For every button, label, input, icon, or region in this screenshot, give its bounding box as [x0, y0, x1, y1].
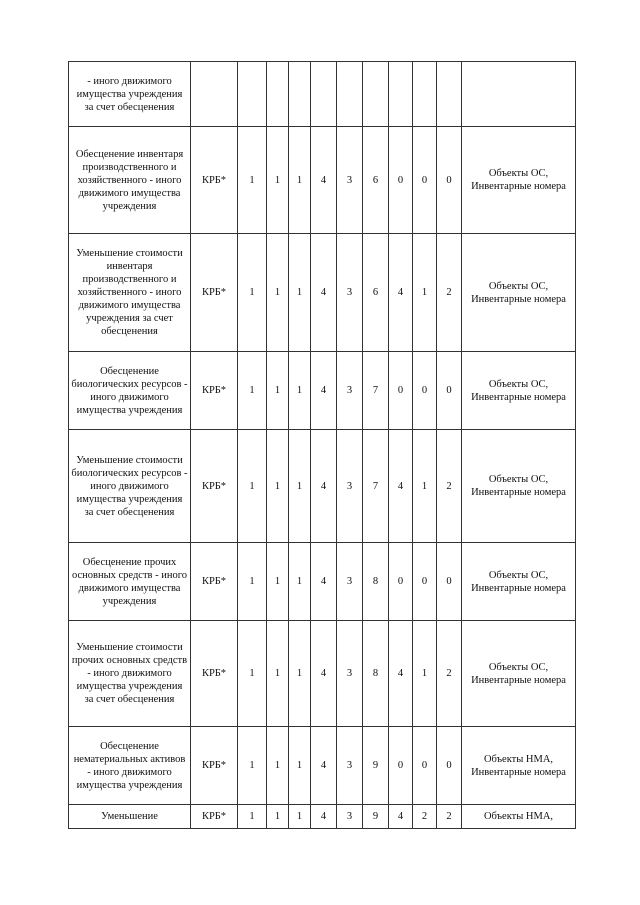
analytics-cell: Объекты НМА, Инвентарные номера [462, 727, 576, 805]
account-digit-cell: 0 [389, 727, 413, 805]
account-digit-cell: 4 [389, 430, 413, 543]
account-digit-cell: 1 [267, 127, 289, 234]
account-digit-cell: 4 [311, 352, 337, 430]
account-digit-cell: 0 [437, 352, 462, 430]
account-digit-cell: 1 [238, 127, 267, 234]
account-digit-cell: 0 [437, 543, 462, 621]
table-row [69, 805, 576, 829]
account-digit-cell: 2 [437, 621, 462, 727]
analytics-cell: Объекты ОС, Инвентарные номера [462, 352, 576, 430]
account-digit-cell: 1 [289, 621, 311, 727]
account-digit-cell: 6 [363, 127, 389, 234]
account-name-cell: - иного движимого имущества учреждения за счет обесценения [69, 62, 191, 127]
account-digit-cell: 3 [337, 805, 363, 829]
table-row [69, 430, 576, 543]
account-digit-cell: 1 [289, 430, 311, 543]
account-digit-cell: 3 [337, 543, 363, 621]
account-digit-cell [289, 62, 311, 127]
account-name-cell: Уменьшение стоимости биологических ресурсов - иного движимого имущества учреждения за счет обесценения [69, 430, 191, 543]
code-cell [191, 62, 238, 127]
account-digit-cell: 1 [413, 234, 437, 352]
analytics-cell: Объекты ОС, Инвентарные номера [462, 543, 576, 621]
account-digit-cell [311, 62, 337, 127]
account-digit-cell: 1 [289, 352, 311, 430]
account-digit-cell: 1 [238, 234, 267, 352]
table-row [69, 62, 576, 127]
analytics-cell [462, 62, 576, 127]
account-digit-cell [437, 62, 462, 127]
table-row [69, 234, 576, 352]
account-digit-cell: 1 [413, 430, 437, 543]
code-cell: КРБ* [191, 352, 238, 430]
account-digit-cell: 0 [413, 727, 437, 805]
code-cell: КРБ* [191, 234, 238, 352]
table-row [69, 127, 576, 234]
analytics-cell: Объекты ОС, Инвентарные номера [462, 430, 576, 543]
table-row [69, 543, 576, 621]
account-digit-cell: 8 [363, 621, 389, 727]
account-digit-cell: 6 [363, 234, 389, 352]
code-cell: КРБ* [191, 127, 238, 234]
accounts-table [68, 61, 576, 829]
account-digit-cell: 1 [289, 234, 311, 352]
account-digit-cell: 1 [238, 543, 267, 621]
account-digit-cell: 2 [437, 430, 462, 543]
account-digit-cell: 1 [267, 727, 289, 805]
account-digit-cell: 1 [238, 727, 267, 805]
account-digit-cell: 4 [311, 621, 337, 727]
account-digit-cell: 4 [311, 127, 337, 234]
account-digit-cell: 0 [389, 543, 413, 621]
account-digit-cell: 9 [363, 805, 389, 829]
code-cell: КРБ* [191, 430, 238, 543]
account-digit-cell: 3 [337, 127, 363, 234]
analytics-cell: Объекты НМА, [462, 805, 576, 829]
account-digit-cell: 4 [389, 621, 413, 727]
account-digit-cell [267, 62, 289, 127]
account-digit-cell: 0 [413, 352, 437, 430]
account-digit-cell: 4 [311, 430, 337, 543]
account-digit-cell: 4 [311, 805, 337, 829]
account-digit-cell: 7 [363, 352, 389, 430]
account-name-cell: Уменьшение [69, 805, 191, 829]
account-digit-cell: 1 [289, 543, 311, 621]
account-digit-cell: 1 [267, 543, 289, 621]
account-digit-cell: 1 [289, 727, 311, 805]
account-digit-cell [389, 62, 413, 127]
account-digit-cell: 2 [437, 805, 462, 829]
account-name-cell: Обесценение биологических ресурсов - иного движимого имущества учреждения [69, 352, 191, 430]
account-digit-cell: 1 [238, 352, 267, 430]
account-digit-cell: 0 [413, 543, 437, 621]
account-digit-cell [363, 62, 389, 127]
table-row [69, 727, 576, 805]
analytics-cell: Объекты ОС, Инвентарные номера [462, 127, 576, 234]
account-digit-cell: 1 [267, 621, 289, 727]
account-digit-cell: 0 [437, 727, 462, 805]
analytics-cell: Объекты ОС, Инвентарные номера [462, 234, 576, 352]
account-digit-cell: 4 [311, 543, 337, 621]
account-name-cell: Обесценение нематериальных активов - иного движимого имущества учреждения [69, 727, 191, 805]
account-digit-cell: 1 [267, 234, 289, 352]
account-digit-cell: 1 [289, 127, 311, 234]
account-digit-cell: 1 [238, 621, 267, 727]
account-digit-cell: 3 [337, 727, 363, 805]
account-name-cell: Обесценение инвентаря производственного и хозяйственного - иного движимого имущества учреждения [69, 127, 191, 234]
account-name-cell: Обесценение прочих основных средств - иного движимого имущества учреждения [69, 543, 191, 621]
account-digit-cell: 3 [337, 430, 363, 543]
account-digit-cell: 9 [363, 727, 389, 805]
account-digit-cell: 4 [311, 234, 337, 352]
table-body [69, 62, 576, 829]
account-digit-cell: 2 [413, 805, 437, 829]
account-digit-cell: 1 [238, 805, 267, 829]
code-cell: КРБ* [191, 727, 238, 805]
account-digit-cell: 3 [337, 234, 363, 352]
account-digit-cell: 0 [389, 127, 413, 234]
account-digit-cell: 4 [389, 805, 413, 829]
account-digit-cell: 1 [267, 352, 289, 430]
account-name-cell: Уменьшение стоимости прочих основных средств - иного движимого имущества учреждения за счет обесценения [69, 621, 191, 727]
account-digit-cell: 3 [337, 352, 363, 430]
code-cell: КРБ* [191, 805, 238, 829]
analytics-cell: Объекты ОС, Инвентарные номера [462, 621, 576, 727]
account-digit-cell [238, 62, 267, 127]
code-cell: КРБ* [191, 621, 238, 727]
account-digit-cell: 2 [437, 234, 462, 352]
code-cell: КРБ* [191, 543, 238, 621]
account-digit-cell: 1 [238, 430, 267, 543]
account-digit-cell: 3 [337, 621, 363, 727]
account-digit-cell [413, 62, 437, 127]
account-digit-cell: 4 [389, 234, 413, 352]
account-digit-cell: 0 [389, 352, 413, 430]
account-digit-cell: 4 [311, 727, 337, 805]
account-digit-cell: 1 [289, 805, 311, 829]
account-digit-cell: 0 [413, 127, 437, 234]
account-digit-cell: 1 [267, 430, 289, 543]
account-digit-cell [337, 62, 363, 127]
account-digit-cell: 0 [437, 127, 462, 234]
account-digit-cell: 7 [363, 430, 389, 543]
account-digit-cell: 8 [363, 543, 389, 621]
account-digit-cell: 1 [267, 805, 289, 829]
account-name-cell: Уменьшение стоимости инвентаря производственного и хозяйственного - иного движимого имущества учреждения за счет обесценения [69, 234, 191, 352]
account-digit-cell: 1 [413, 621, 437, 727]
table-row [69, 352, 576, 430]
table-row [69, 621, 576, 727]
